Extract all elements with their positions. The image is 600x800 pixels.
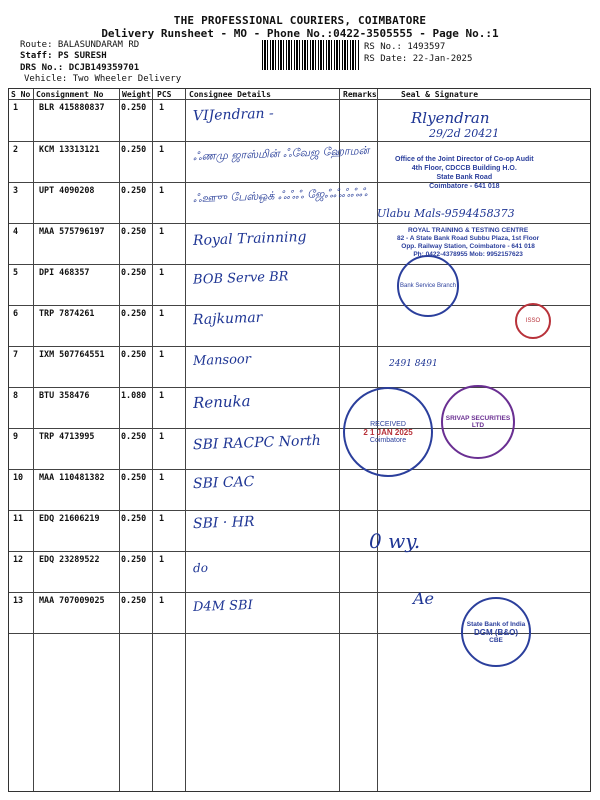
- row-consignee-handwritten: do: [192, 560, 209, 576]
- row-sno: 12: [13, 554, 24, 564]
- row-pcs: 1: [159, 595, 165, 605]
- row-sno: 8: [13, 390, 19, 400]
- srivap-securities-stamp: SRIVAP SECURITIES LTD: [441, 385, 515, 459]
- route-label: Route: BALASUNDARAM RD: [20, 40, 140, 50]
- row-weight: 0.250: [121, 308, 147, 318]
- row-consignee-handwritten: ஃணமு ஜாஸ்மின் ஃவேஜ ஹோமன்: [192, 143, 370, 164]
- row-weight: 0.250: [121, 144, 147, 154]
- signature-row12: 0 wy.: [369, 529, 421, 553]
- sbi-dgm-stamp: State Bank of India DGM (B&O) CBE: [461, 597, 531, 667]
- row-sno: 2: [13, 144, 19, 154]
- row-consignment-no: MAA 575796197: [39, 226, 105, 236]
- row-weight: 0.250: [121, 349, 147, 359]
- row-consignment-no: EDQ 21606219: [39, 513, 100, 523]
- runsheet-title: Delivery Runsheet - MO - Phone No.:0422-3505555 - Page No.:1: [101, 27, 499, 40]
- row-pcs: 1: [159, 102, 165, 112]
- runsheet-table: [8, 88, 591, 792]
- row-consignment-no: TRP 7874261: [39, 308, 95, 318]
- row-consignment-no: EDQ 23289522: [39, 554, 100, 564]
- row-weight: 0.250: [121, 513, 147, 523]
- row-weight: 0.250: [121, 267, 147, 277]
- row-pcs: 1: [159, 513, 165, 523]
- row-pcs: 1: [159, 390, 165, 400]
- col-header-sno: S No: [11, 90, 31, 99]
- row-sno: 5: [13, 267, 19, 277]
- row-pcs: 1: [159, 349, 165, 359]
- row-weight: 0.250: [121, 226, 147, 236]
- row-sno: 10: [13, 472, 24, 482]
- row-pcs: 1: [159, 185, 165, 195]
- row-sno: 1: [13, 102, 19, 112]
- rs-date: RS Date: 22-Jan-2025: [364, 54, 473, 64]
- row-consignment-no: MAA 110481382: [39, 472, 105, 482]
- row-pcs: 1: [159, 226, 165, 236]
- row-consignee-handwritten: D4M SBI: [192, 597, 253, 616]
- row-consignee-handwritten: BOB Serve BR: [192, 269, 289, 288]
- signature-row1-date: 29/2d 20421: [429, 127, 500, 140]
- row-pcs: 1: [159, 431, 165, 441]
- bank-service-stamp: Bank Service Branch: [397, 255, 459, 317]
- signature-row1: Rlyendran: [411, 109, 490, 127]
- row-consignee-handwritten: ஃஊுு பேஸ்ஒக் ஃஃஃ ஜேஃஃஃஃஃ: [192, 185, 368, 206]
- row-sno: 11: [13, 513, 24, 523]
- staff-label: Staff: PS SURESH: [20, 51, 107, 61]
- row-pcs: 1: [159, 267, 165, 277]
- row-consignee-handwritten: Rajkumar: [192, 309, 263, 329]
- row-weight: 0.250: [121, 102, 147, 112]
- company-title: THE PROFESSIONAL COURIERS, COIMBATORE: [173, 14, 427, 27]
- row-weight: 0.250: [121, 595, 147, 605]
- row-consignment-no: UPT 4090208: [39, 185, 95, 195]
- row-weight: 1.080: [121, 390, 147, 400]
- rs-number: RS No.: 1493597: [364, 42, 446, 52]
- drs-label: DRS No.: DCJB149359701: [20, 63, 140, 73]
- row-sno: 13: [13, 595, 24, 605]
- royal-training-stamp: ROYAL TRAINING & TESTING CENTRE 82 - A State Bank Road Subbu Plaza, 1st Floor Opp. Railway Station, Coimbatore - 641 018 Ph: 0422-4378955 Mob: 9952157623: [397, 227, 540, 258]
- row-sno: 6: [13, 308, 19, 318]
- signature-row7: 2491 8491: [389, 359, 438, 369]
- row-consignee-handwritten: SBI RACPC North: [192, 432, 322, 454]
- vehicle-label: Vehicle: Two Wheeler Delivery: [24, 74, 182, 84]
- col-header-consignment: Consignment No: [36, 90, 104, 99]
- row-consignment-no: BTU 358476: [39, 390, 90, 400]
- col-header-seal: Seal & Signature: [401, 90, 479, 99]
- row-consignment-no: DPI 468357: [39, 267, 90, 277]
- row-consignment-no: TRP 4713995: [39, 431, 95, 441]
- row-consignee-handwritten: SBI CAC: [192, 473, 255, 493]
- signature-row13: Ae: [413, 589, 435, 608]
- received-stamp: RECEIVED 2 1 JAN 2025 Coimbatore: [343, 387, 433, 477]
- row-sno: 3: [13, 185, 19, 195]
- isso-stamp: ISSO: [515, 303, 551, 339]
- row-pcs: 1: [159, 472, 165, 482]
- row-weight: 0.250: [121, 185, 147, 195]
- col-header-consignee: Consignee Details: [189, 90, 271, 99]
- col-header-remarks: Remarks: [343, 90, 377, 99]
- row-consignee-handwritten: Renuka: [192, 392, 251, 412]
- row-weight: 0.250: [121, 431, 147, 441]
- row-pcs: 1: [159, 308, 165, 318]
- row-pcs: 1: [159, 554, 165, 564]
- row-consignee-handwritten: SBI · HR: [192, 513, 255, 533]
- signature-row3: Ulabu Mals-9594458373: [377, 207, 515, 220]
- row-weight: 0.250: [121, 554, 147, 564]
- row-consignment-no: BLR 415880837: [39, 102, 105, 112]
- row-sno: 4: [13, 226, 19, 236]
- col-header-pcs: PCS: [157, 90, 172, 99]
- row-consignee-handwritten: Mansoor: [192, 351, 252, 370]
- row-sno: 9: [13, 431, 19, 441]
- row-consignee-handwritten: Royal Trainning: [192, 229, 307, 249]
- row-pcs: 1: [159, 144, 165, 154]
- col-header-weight: Weight: [122, 90, 151, 99]
- barcode: [262, 40, 360, 70]
- row-consignee-handwritten: VIJendran -: [192, 105, 275, 125]
- row-sno: 7: [13, 349, 19, 359]
- row-consignment-no: KCM 13313121: [39, 144, 100, 154]
- row-consignment-no: MAA 707009025: [39, 595, 105, 605]
- row-weight: 0.250: [121, 472, 147, 482]
- joint-director-stamp: Office of the Joint Director of Co-op Audit 4th Floor, CDCCB Building H.O. State Bank Road Coimbatore - 641 018: [395, 156, 534, 190]
- row-consignment-no: IXM 507764551: [39, 349, 105, 359]
